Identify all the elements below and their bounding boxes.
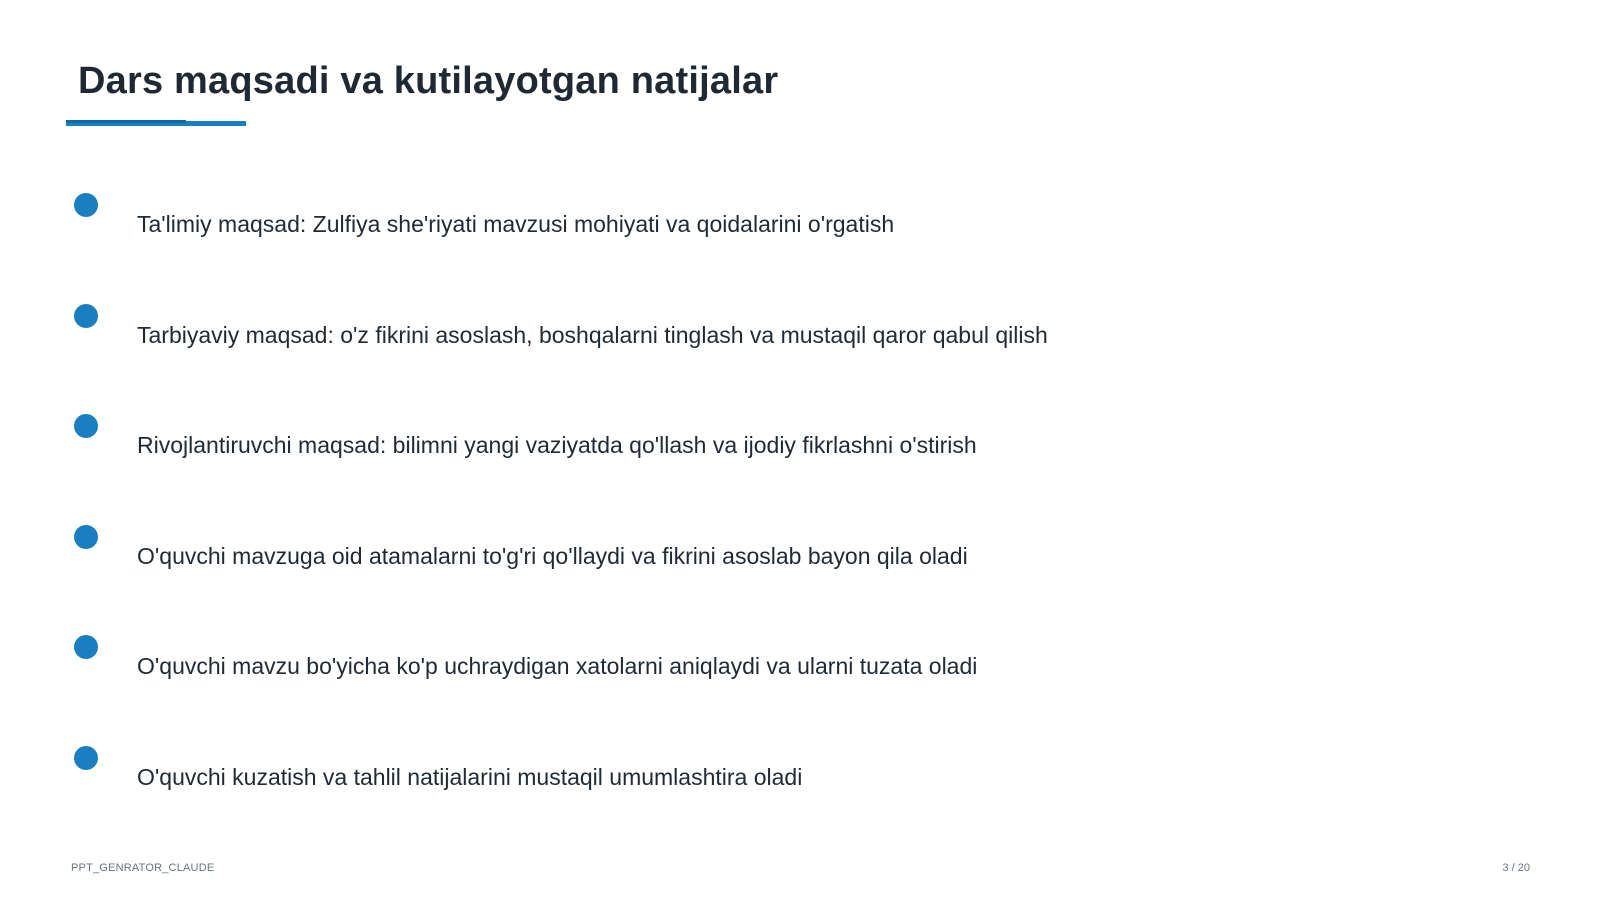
bullet-dot-icon [74,635,98,659]
list-item [0,304,1600,364]
bullet-dot-icon [74,746,98,770]
list-item [0,525,1600,585]
list-item [0,746,1600,806]
list-item [0,193,1600,253]
bullet-text: Tarbiyaviy maqsad: o'z fikrini asoslash, boshqalarni tinglash va mustaqil qaror qabul qilish [137,322,1048,348]
slide-title: Dars maqsadi va kutilayotgan natijalar [78,60,779,102]
footer-source: PPT_GENRATOR_CLAUDE [71,862,215,874]
list-item [0,635,1600,695]
bullet-text: O'quvchi mavzu bo'yicha ko'p uchraydigan xatolarni aniqlaydi va ularni tuzata oladi [137,653,978,679]
bullet-text: Ta'limiy maqsad: Zulfiya she'riyati mavzusi mohiyati va qoidalarini o'rgatish [137,211,895,237]
bullet-dot-icon [74,525,98,549]
page-number: 3 / 20 [1502,862,1530,874]
bullet-dot-icon [74,414,98,438]
bullet-text: Rivojlantiruvchi maqsad: bilimni yangi vaziyatda qo'llash va ijodiy fikrlashni o'stirish [137,432,977,458]
bullet-text: O'quvchi kuzatish va tahlil natijalarini mustaqil umumlashtira oladi [137,764,803,790]
bullet-dot-icon [74,193,98,217]
list-item [0,414,1600,474]
bullet-text: O'quvchi mavzuga oid atamalarni to'g'ri qo'llaydi va fikrini asoslab bayon qila oladi [137,543,968,569]
bullet-dot-icon [74,304,98,328]
